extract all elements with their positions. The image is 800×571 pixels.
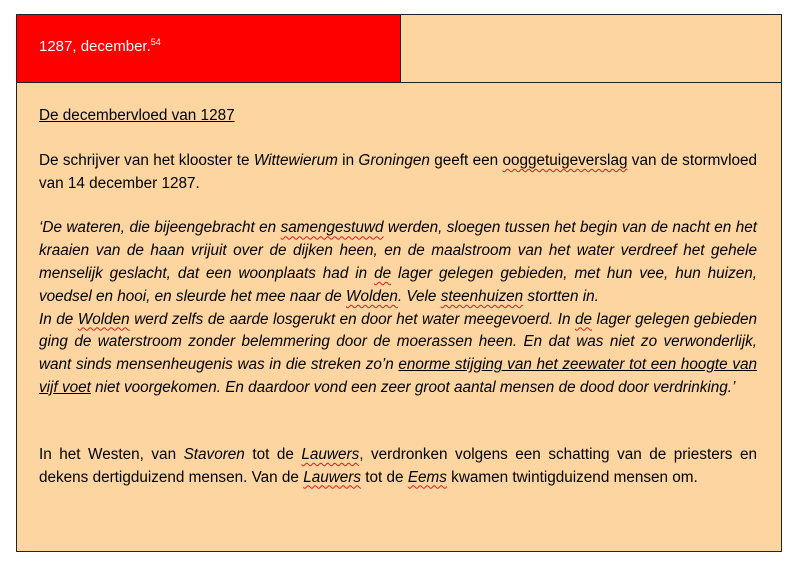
place-name: Eems xyxy=(407,468,447,486)
spellcheck-word: Wolden xyxy=(77,310,130,328)
quote-paragraph-2: In de Wolden werd zelfs de aarde losgerukt en door het water meegevoerd. In de lager gelegen gebieden ging de waterstroom zonder belemmering door de moerassen heen. En dat was niet zo verwonderlijk, want sinds mensenheugenis was in die streken zo’n enorme stijging van het zeewater tot een hoogte van vijf voet niet voorgekomen. En daardoor vond een zeer groot aantal mensen de dood door verdrinking.’ xyxy=(39,310,757,396)
spellcheck-word: de xyxy=(575,310,593,328)
quote-paragraph-1: ‘De wateren, die bijeengebracht en samengestuwd werden, sloegen tussen het begin van de nacht en het kraaien van de haan vrijuit over de dijken heen, en de maalstroom van het water verdreef het gehele menselijk geslacht, dat een woonplaats had in de lager gelegen gebieden, met hun vee, hun huizen, voedsel en hooi, en sleurde het mee naar de Wolden. Vele steenhuizen stortten in. xyxy=(39,219,757,305)
footnote-ref[interactable]: 54 xyxy=(150,37,161,47)
spacer xyxy=(39,195,757,217)
spellcheck-word: samengestuwd xyxy=(280,219,384,237)
underlined-phrase: enorme stijging van het zeewater tot een hoogte van vijf voet xyxy=(39,356,757,396)
place-name: Lauwers xyxy=(301,445,360,463)
place-name: Lauwers xyxy=(303,468,362,486)
intro-paragraph: De schrijver van het klooster te Wittewierum in Groningen geeft een ooggetuigeverslag van de stormvloed van 14 december 1287. xyxy=(39,151,757,192)
spellcheck-word: steenhuizen xyxy=(440,287,524,305)
header-empty-cell xyxy=(401,15,781,83)
spellcheck-word: Wolden xyxy=(346,287,398,305)
document-table xyxy=(16,14,782,552)
header-date-cell xyxy=(17,15,401,83)
place-name: Stavoren xyxy=(183,445,245,463)
spellcheck-word: ooggetuigeverslag xyxy=(502,151,628,169)
document-body xyxy=(39,105,757,489)
header-date xyxy=(39,37,161,55)
date-text: 1287, december. xyxy=(39,38,151,55)
spacer xyxy=(39,400,757,444)
spellcheck-word: de xyxy=(374,264,392,282)
document-title: De decembervloed van 1287 xyxy=(39,107,235,124)
closing-paragraph: In het Westen, van Stavoren tot de Lauwers, verdronken volgens een schatting van de priesters en dekens dertigduizend mensen. Van de Lauwers tot de Eems kwamen twintigduizend mensen om. xyxy=(39,445,757,486)
place-name: Wittewierum xyxy=(253,151,338,169)
place-name: Groningen xyxy=(358,151,430,169)
